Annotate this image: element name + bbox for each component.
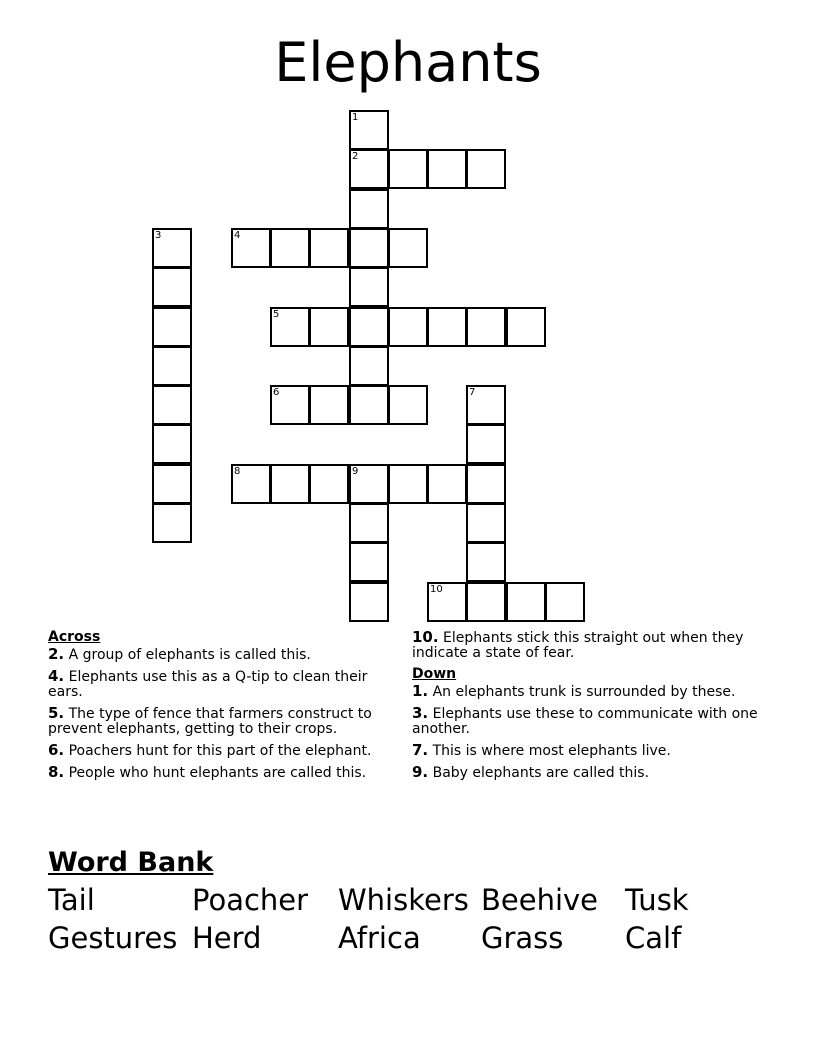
crossword-cell[interactable] [427, 464, 467, 504]
clue-across-4: 4. Elephants use this as a Q-tip to clean their ears. [48, 667, 368, 700]
crossword-cell[interactable] [466, 307, 506, 347]
clue-number: 6 [273, 387, 280, 398]
crossword-cell[interactable] [309, 385, 349, 425]
crossword-cell[interactable] [152, 267, 192, 307]
crossword-cell[interactable] [152, 424, 192, 464]
clue-number: 3 [155, 230, 162, 241]
word-bank-item: Tail [48, 883, 95, 917]
clues-right [412, 630, 762, 787]
crossword-cell[interactable] [152, 307, 192, 347]
crossword-cell[interactable] [231, 464, 271, 504]
crossword-cell[interactable] [231, 228, 271, 268]
crossword-cell[interactable] [349, 503, 389, 543]
word-bank-item: Grass [481, 921, 564, 955]
crossword-cell[interactable] [349, 346, 389, 386]
crossword-cell[interactable] [349, 267, 389, 307]
word-bank-item: Tusk [625, 883, 689, 917]
crossword-cell[interactable] [309, 307, 349, 347]
clue-across-8: 8. People who hunt elephants are called this. [48, 763, 367, 781]
word-bank-item: Herd [192, 921, 262, 955]
crossword-cell[interactable] [466, 385, 506, 425]
crossword-cell[interactable] [349, 307, 389, 347]
crossword-cell[interactable] [349, 189, 389, 229]
crossword-cell[interactable] [270, 385, 310, 425]
word-bank-item: Beehive [481, 883, 599, 917]
crossword-cell[interactable] [152, 228, 192, 268]
word-bank-heading: Word Bank [48, 847, 214, 878]
crossword-cell[interactable] [466, 424, 506, 464]
word-bank-item: Poacher [192, 883, 309, 917]
clue-down-3: 3. Elephants use these to communicate with one another. [412, 704, 758, 737]
crossword-cell[interactable] [427, 582, 467, 622]
crossword-cell[interactable] [466, 149, 506, 189]
down-heading: Down [412, 666, 457, 682]
crossword-cell[interactable] [388, 464, 428, 504]
clue-number: 10 [430, 584, 443, 595]
clue-across-10: 10. Elephants stick this straight out when they indicate a state of fear. [412, 628, 744, 661]
crossword-cell[interactable] [506, 582, 546, 622]
crossword-cell[interactable] [466, 582, 506, 622]
word-bank-item: Whiskers [338, 883, 469, 917]
word-bank-item: Gestures [48, 921, 178, 955]
crossword-cell[interactable] [388, 228, 428, 268]
across-heading: Across [48, 629, 101, 645]
clue-number: 4 [234, 230, 241, 241]
crossword-cell[interactable] [545, 582, 585, 622]
clue-number: 7 [469, 387, 476, 398]
crossword-cell[interactable] [152, 503, 192, 543]
crossword-cell[interactable] [309, 464, 349, 504]
crossword-cell[interactable] [388, 385, 428, 425]
clue-number: 2 [352, 151, 359, 162]
crossword-cell[interactable] [152, 385, 192, 425]
crossword-cell[interactable] [349, 582, 389, 622]
crossword-cell[interactable] [152, 346, 192, 386]
crossword-cell[interactable] [349, 110, 389, 150]
crossword-cell[interactable] [349, 464, 389, 504]
clue-across-5: 5. The type of fence that farmers construct to prevent elephants, getting to their crops. [48, 704, 372, 737]
crossword-cell[interactable] [388, 307, 428, 347]
word-bank-item: Calf [625, 921, 682, 955]
crossword-cell[interactable] [270, 228, 310, 268]
page-title: Elephants [274, 31, 542, 94]
crossword-cell[interactable] [466, 464, 506, 504]
crossword-cell[interactable] [466, 503, 506, 543]
crossword-cell[interactable] [309, 228, 349, 268]
clue-down-1: 1. An elephants trunk is surrounded by these. [412, 682, 736, 700]
clue-across-2: 2. A group of elephants is called this. [48, 645, 311, 663]
crossword-cell[interactable] [349, 149, 389, 189]
crossword-cell[interactable] [152, 464, 192, 504]
crossword-cell[interactable] [349, 228, 389, 268]
word-bank-item: Africa [338, 921, 421, 955]
crossword-cell[interactable] [427, 149, 467, 189]
clue-number: 9 [352, 466, 359, 477]
clue-down-9: 9. Baby elephants are called this. [412, 763, 650, 781]
crossword-cell[interactable] [506, 307, 546, 347]
clue-down-7: 7. This is where most elephants live. [412, 741, 671, 759]
crossword-cell[interactable] [466, 542, 506, 582]
clue-number: 8 [234, 466, 241, 477]
crossword-cell[interactable] [349, 542, 389, 582]
crossword-cell[interactable] [270, 464, 310, 504]
clue-number: 5 [273, 309, 280, 320]
clues-left [48, 630, 398, 787]
clue-across-6: 6. Poachers hunt for this part of the elephant. [48, 741, 372, 759]
crossword-cell[interactable] [427, 307, 467, 347]
crossword-cell[interactable] [349, 385, 389, 425]
crossword-cell[interactable] [388, 149, 428, 189]
crossword-cell[interactable] [270, 307, 310, 347]
clue-number: 1 [352, 112, 359, 123]
